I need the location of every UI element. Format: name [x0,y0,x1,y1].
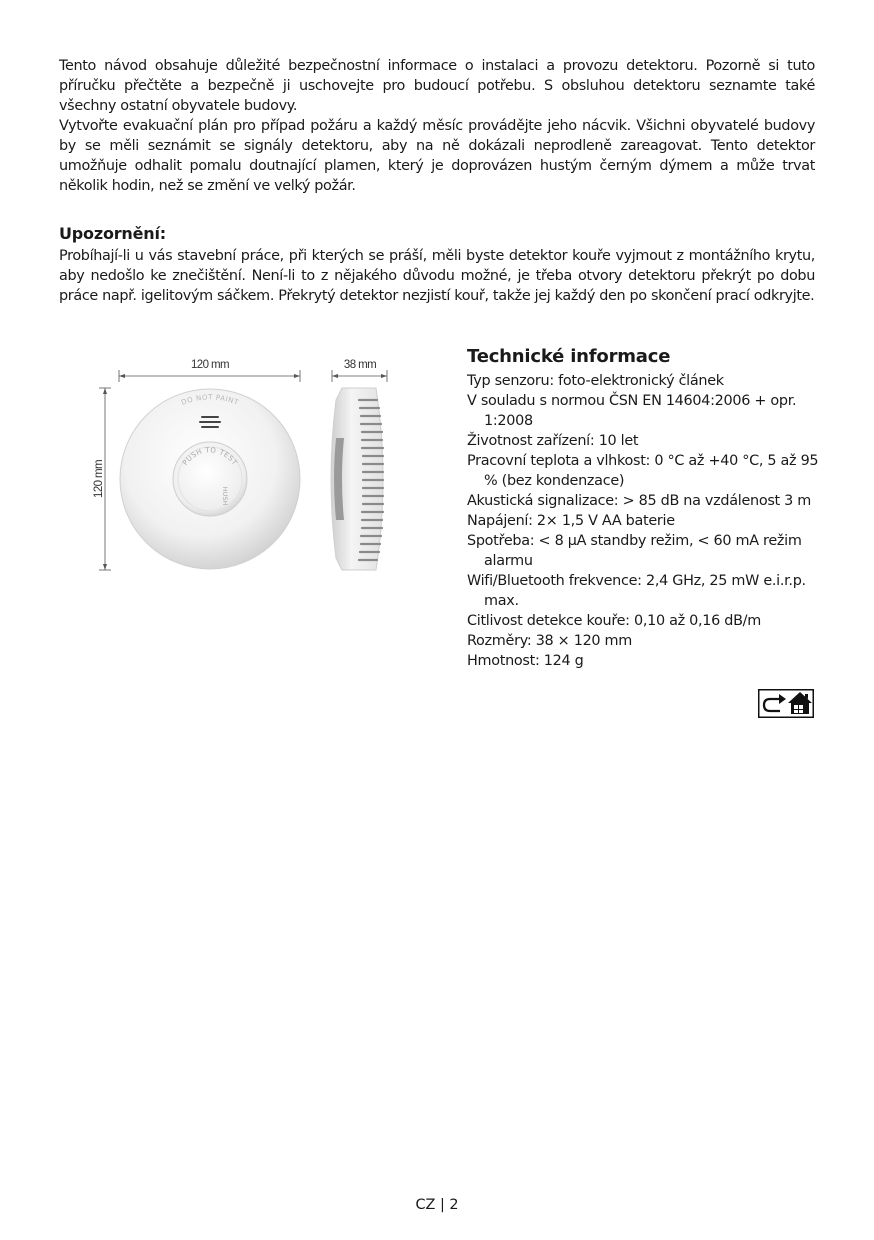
intro-paragraph-1: Tento návod obsahuje důležité bezpečnostní informace o instalaci a provozu detektoru. Pozorně si tuto příručku přečtěte a bezpečně ji uschovejte pro budoucí potřebu. S obsluhou detektoru seznamte také všechny ostatní obyvatele budovy. [59,58,815,114]
detector-drawing [80,348,420,583]
intro-section [59,56,815,196]
tech-item-dimensions: Rozměry: 38 × 120 mm [467,633,632,649]
tech-item-weight: Hmotnost: 124 g [467,653,584,669]
height-label: 120 mm [93,460,105,498]
tech-item-power: Napájení: 2× 1,5 V AA baterie [467,513,675,529]
warning-title: Upozornění: [59,224,166,243]
detector-side-view [331,388,383,570]
detector-front-view [120,389,300,569]
tech-item-consumption: Spotřeba: < 8 µA standby režim, < 60 mA režim alarmu [467,533,802,569]
warning-text: Probíhají-li u vás stavební práce, při kterých se práší, měli byste detektor kouře vyjmout z montážního krytu, aby nedošlo ke znečištění. Není-li to z nějakého důvodu možné, je třeba otvory detektoru překrýt po dobu práce např. igelitovým sáčkem. Překrytý detektor nezjistí kouř, takže jej každý den po skončení prací odkryjte. [59,248,815,304]
tech-item-operating-conditions: Pracovní teplota a vlhkost: 0 °C až +40 °C, 5 až 95 % (bez kondenzace) [467,453,819,489]
tech-item-sensor: Typ senzoru: foto-elektronický článek [467,373,724,389]
do-not-paint-label: DO NOT PAINT [180,393,240,407]
tech-item-acoustic-signal: Akustická signalizace: > 85 dB na vzdálenost 3 m [467,493,811,509]
technical-info-title: Technické informace [467,346,671,367]
hush-label: HUSH [221,486,229,506]
depth-label: 38 mm [343,359,377,371]
intro-paragraph-2: Vytvořte evakuační plán pro případ požáru a každý měsíc provádějte jeho nácvik. Všichni obyvatelé budovy by se měli seznámit se signály detektoru, aby na ně dokázali neprodleně zareagovat. Tento detektor umožňuje odhalit pomalu doutnající plamen, který je doprovázen hustým černým dýmem a může trvat několik hodin, než se změní ve velký požár. [59,118,815,194]
technical-info-section [467,345,827,671]
width-label: 120 mm [191,359,229,371]
push-to-test-label: PUSH TO TEST [181,446,239,467]
page-number: CZ | 2 [415,1197,459,1213]
tech-item-smoke-sensitivity: Citlivost detekce kouře: 0,10 až 0,16 dB/m [467,613,761,629]
tech-item-wireless: Wifi/Bluetooth frekvence: 2,4 GHz, 25 mW e.i.r.p. max. [467,573,806,609]
tech-item-lifetime: Životnost zařízení: 10 let [467,433,639,449]
detector-dimension-figure [80,348,420,583]
technical-info-list [467,371,827,671]
smart-home-icon [758,689,814,718]
tech-item-standard: V souladu s normou ČSN EN 14604:2006 + opr. 1:2008 [467,393,797,429]
